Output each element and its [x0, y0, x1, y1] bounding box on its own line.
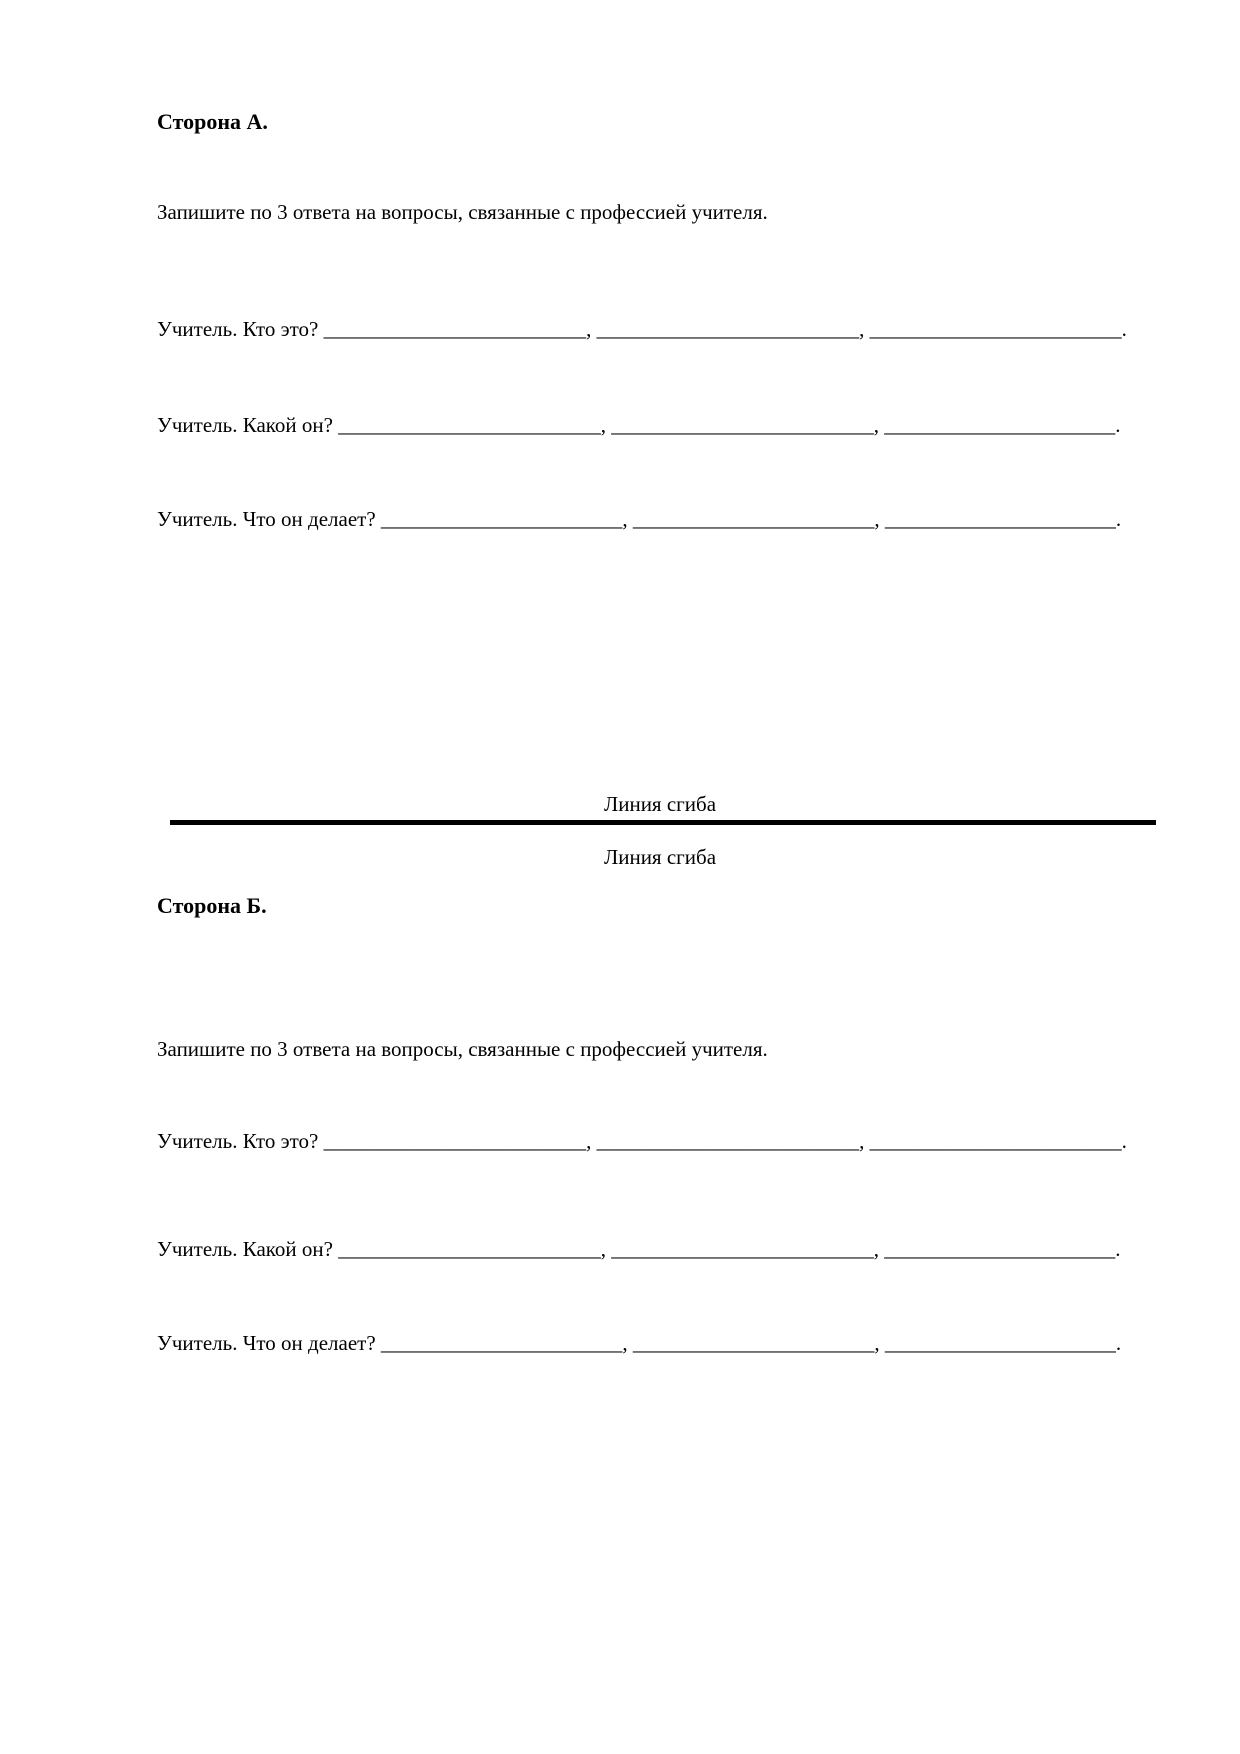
fold-line-label-bottom: Линия сгиба [603, 845, 717, 869]
side-b-question-what-does-he-do: Учитель. Что он делает? _______________________, _______________________, ______________________. [157, 1331, 1122, 1355]
side-b-question-who-is-it: Учитель. Кто это? _________________________, _________________________, ________________________. [157, 1129, 1127, 1153]
side-a-instruction: Запишите по 3 ответа на вопросы, связанные с профессией учителя. [157, 200, 768, 224]
side-a-heading: Сторона А. [157, 109, 268, 134]
fold-line-label-top: Линия сгиба [603, 792, 717, 816]
side-a-question-what-is-he-like: Учитель. Какой он? _________________________, _________________________, ______________________. [157, 413, 1121, 437]
side-b-heading: Сторона Б. [157, 893, 267, 918]
side-a-question-what-does-he-do: Учитель. Что он делает? _______________________, _______________________, ______________________. [157, 507, 1122, 531]
fold-line-rule [170, 820, 1156, 825]
side-b-instruction: Запишите по 3 ответа на вопросы, связанные с профессией учителя. [157, 1037, 768, 1061]
side-b-question-what-is-he-like: Учитель. Какой он? _________________________, _________________________, ______________________. [157, 1237, 1121, 1261]
side-a-question-who-is-it: Учитель. Кто это? _________________________, _________________________, ________________________. [157, 317, 1127, 341]
